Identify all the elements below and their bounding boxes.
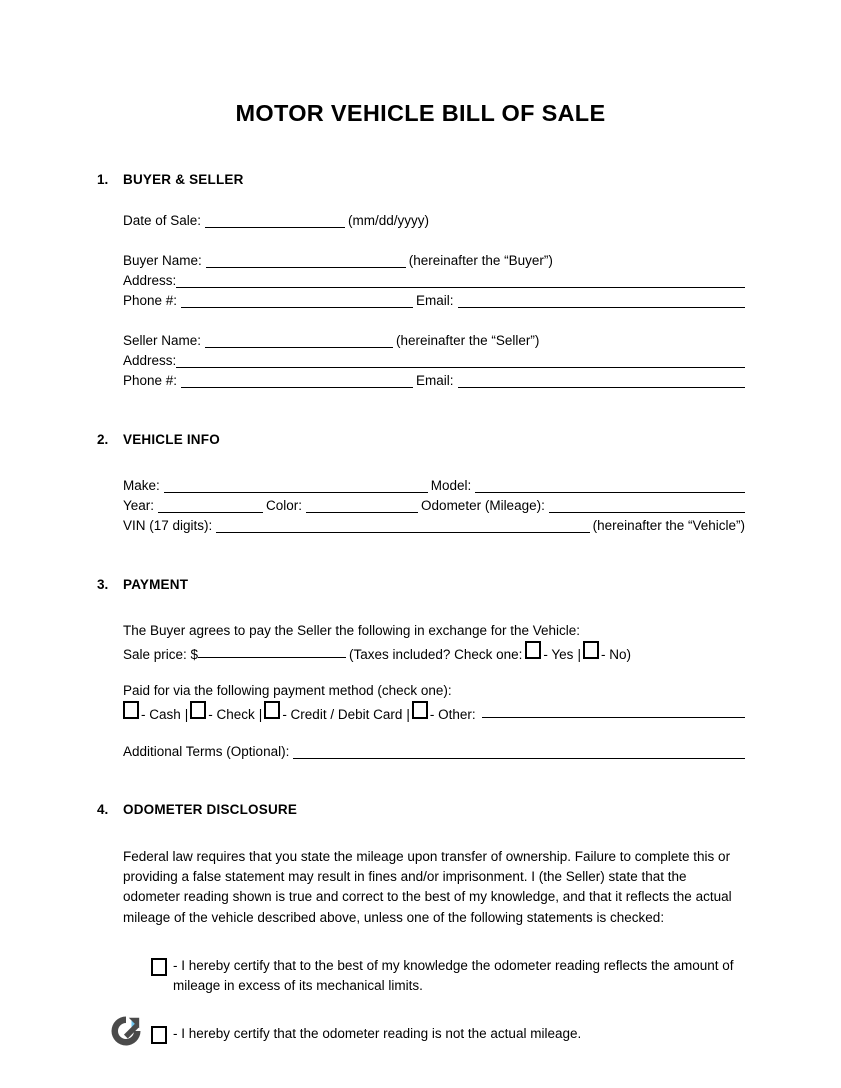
spacer [97, 415, 745, 432]
payment-other-checkbox[interactable] [412, 701, 428, 719]
seller-address-input[interactable] [176, 367, 745, 368]
sale-price-input[interactable] [198, 657, 346, 658]
color-input[interactable] [306, 512, 418, 513]
color-label: Color: [266, 498, 303, 513]
taxes-yes-label: - Yes [543, 647, 574, 662]
buyer-address-input[interactable] [176, 287, 745, 288]
buyer-address-label: Address: [123, 273, 177, 288]
make-input[interactable] [164, 492, 428, 493]
seller-name-label: Seller Name: [123, 333, 202, 348]
section-odometer-disclosure-heading [97, 802, 745, 817]
spacer [97, 762, 745, 786]
buyer-name-note: (hereinafter the “Buyer”) [408, 253, 553, 268]
payment-card-checkbox[interactable] [264, 701, 280, 719]
payment-other-input[interactable] [482, 717, 745, 718]
odometer-disclosure-paragraph: Federal law requires that you state the mileage upon transfer of ownership. Failure to complete this or providing a false statement may result in fines and/or imprisonment. I (the Seller) state that the odometer reading shown is true and correct to the best of my knowledge, and that it reflects the actual mileage of the vehicle described above, unless one of the following statements is checked: [123, 849, 732, 925]
taxes-no-label: - No) [600, 647, 631, 662]
vin-label: VIN (17 digits): [123, 518, 213, 533]
model-input[interactable] [475, 492, 745, 493]
spacer [97, 560, 745, 577]
payment-cash-label: - Cash [141, 707, 181, 722]
payment-method-prompt-row [123, 681, 745, 701]
year-input[interactable] [158, 512, 263, 513]
odometer-cert-2-label: - I hereby certify that the odometer reading is not the actual mileage. [173, 1025, 582, 1041]
year-color-odometer-row [123, 496, 745, 516]
separator: | [258, 707, 263, 722]
vin-row [123, 516, 745, 536]
buyer-phone-label: Phone #: [123, 293, 178, 308]
buyer-seller-fields [123, 211, 745, 391]
separator: | [184, 707, 189, 722]
section-vehicle-info-heading [97, 432, 745, 447]
date-of-sale-label: Date of Sale: [123, 213, 202, 228]
payment-check-label: - Check [208, 707, 255, 722]
buyer-contact-row [123, 291, 745, 311]
section-number: 3. [97, 577, 109, 592]
payment-card-label: - Credit / Debit Card [282, 707, 403, 722]
odometer-cert-item-2 [151, 1024, 751, 1045]
seller-name-note: (hereinafter the “Seller”) [396, 333, 540, 348]
spacer [97, 997, 745, 1021]
taxes-yes-checkbox[interactable] [525, 641, 541, 659]
buyer-phone-input[interactable] [181, 307, 413, 308]
seller-phone-input[interactable] [181, 387, 413, 388]
payment-intro-text: The Buyer agrees to pay the Seller the following in exchange for the Vehicle: [123, 623, 581, 638]
buyer-email-label: Email: [416, 293, 454, 308]
make-model-row [123, 476, 745, 496]
payment-method-prompt: Paid for via the following payment method (check one): [123, 683, 452, 698]
section-title: ODOMETER DISCLOSURE [123, 802, 298, 817]
separator: | [406, 707, 410, 722]
spacer [97, 187, 745, 211]
model-label: Model: [430, 478, 472, 493]
additional-terms-row [123, 742, 745, 762]
seller-address-label: Address: [123, 353, 177, 368]
seller-phone-label: Phone #: [123, 373, 178, 388]
spacer [97, 391, 745, 415]
seller-address-row [123, 351, 745, 371]
buyer-address-row [123, 271, 745, 291]
section-title: VEHICLE INFO [123, 432, 220, 447]
sale-price-label: Sale price: $ [123, 647, 199, 662]
section-number: 4. [97, 802, 109, 817]
spacer [97, 817, 745, 841]
vin-input[interactable] [216, 532, 589, 533]
spacer [123, 231, 745, 251]
section-number: 2. [97, 432, 109, 447]
seller-email-label: Email: [416, 373, 454, 388]
odometer-label: Odometer (Mileage): [421, 498, 545, 513]
section-title: BUYER & SELLER [123, 172, 244, 187]
taxes-included-prompt: (Taxes included? Check one: [349, 647, 523, 662]
additional-terms-input[interactable] [293, 758, 745, 759]
spacer [97, 536, 745, 560]
section-title: PAYMENT [123, 577, 189, 592]
payment-other-label: - Other: [429, 707, 476, 722]
year-label: Year: [123, 498, 155, 513]
circle-arrow-logo [106, 1011, 146, 1051]
odometer-cert-2-checkbox[interactable] [151, 1026, 167, 1044]
date-format-hint: (mm/dd/yyyy) [348, 213, 430, 228]
page-title: MOTOR VEHICLE BILL OF SALE [235, 100, 606, 126]
payment-check-checkbox[interactable] [190, 701, 206, 719]
odometer-cert-1-label: - I hereby certify that to the best of my knowledge the odometer reading reflects the amount of mileage in excess of its mechanical limits. [173, 957, 734, 994]
separator: | [577, 647, 581, 662]
spacer [123, 311, 745, 331]
buyer-email-input[interactable] [458, 307, 745, 308]
document-body [97, 172, 745, 1044]
vin-note: (hereinafter the “Vehicle”) [592, 518, 745, 533]
spacer [97, 592, 745, 616]
payment-method-options-row [123, 701, 745, 721]
odometer-input[interactable] [549, 512, 745, 513]
section-payment-heading [97, 577, 745, 592]
sale-price-row [123, 641, 745, 661]
seller-name-row [123, 331, 745, 351]
payment-fields [123, 621, 745, 762]
payment-intro-row [123, 621, 745, 641]
seller-name-input[interactable] [205, 347, 393, 348]
additional-terms-label: Additional Terms (Optional): [123, 744, 290, 759]
odometer-cert-1-checkbox[interactable] [151, 958, 167, 976]
section-number: 1. [97, 172, 109, 187]
taxes-no-checkbox[interactable] [583, 641, 599, 659]
payment-cash-checkbox[interactable] [123, 701, 139, 719]
buyer-name-input[interactable] [206, 267, 406, 268]
make-label: Make: [123, 478, 160, 493]
odometer-cert-item-1 [151, 956, 751, 997]
seller-email-input[interactable] [458, 387, 745, 388]
section-buyer-seller-heading [97, 172, 745, 187]
spacer [97, 928, 745, 952]
date-of-sale-input[interactable] [205, 227, 345, 228]
spacer [97, 786, 745, 802]
spacer [97, 447, 745, 471]
buyer-name-row [123, 251, 745, 271]
vehicle-info-fields [123, 476, 745, 536]
date-of-sale-row [123, 211, 745, 231]
buyer-name-label: Buyer Name: [123, 253, 202, 268]
seller-contact-row [123, 371, 745, 391]
